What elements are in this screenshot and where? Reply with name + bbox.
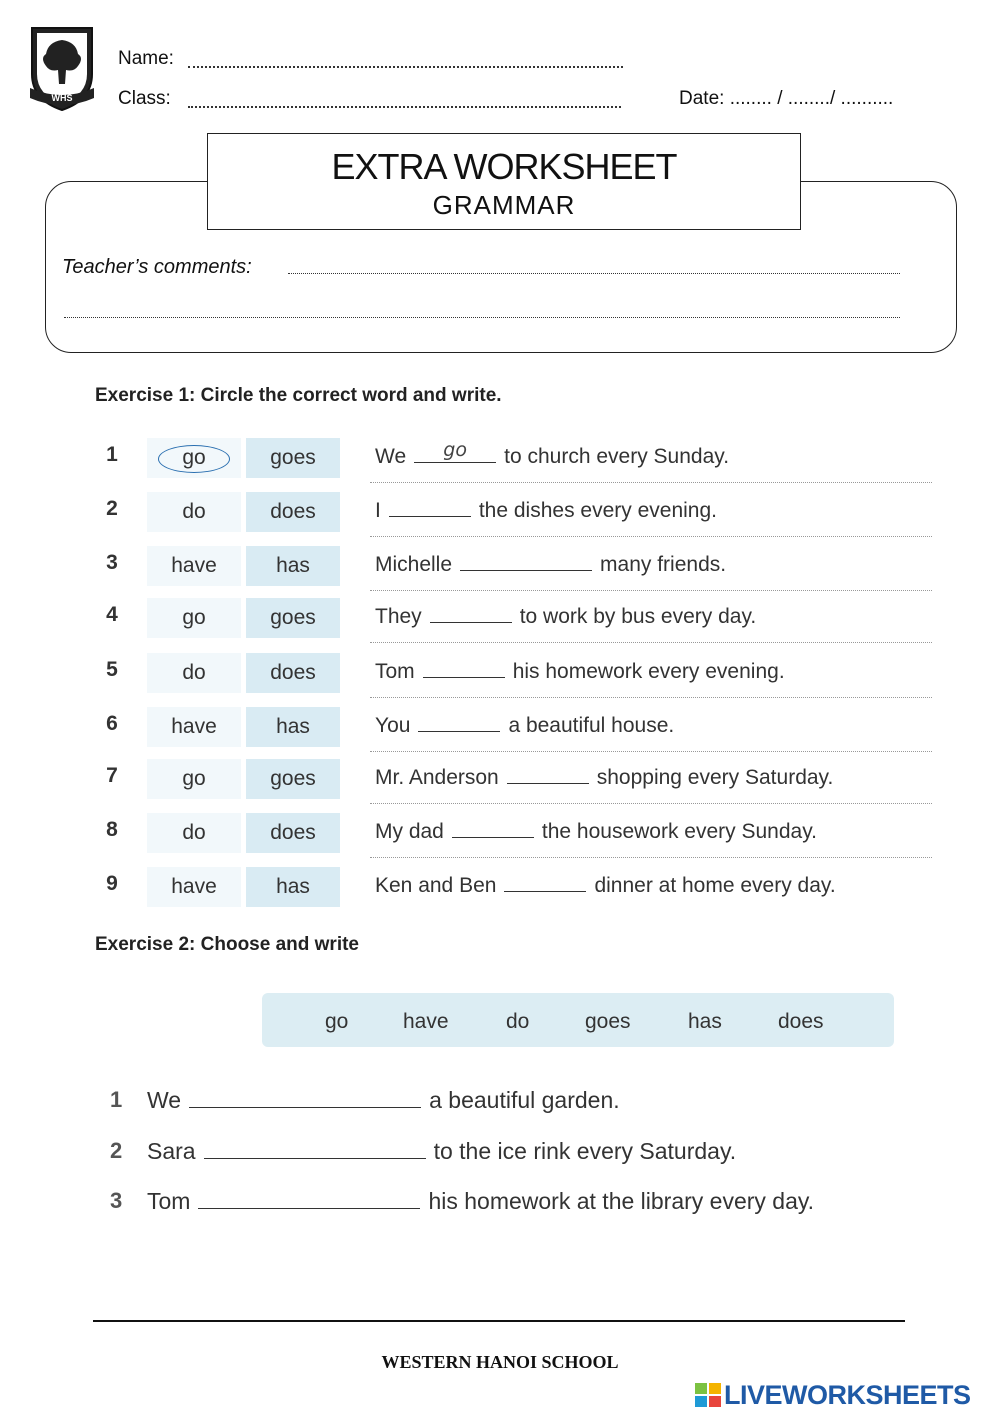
sentence-end: a beautiful house. — [508, 714, 675, 737]
liveworksheets-logo-icon — [694, 1381, 724, 1409]
option-a-choice[interactable]: go — [147, 438, 241, 478]
sentence-end: the dishes every evening. — [478, 499, 717, 522]
answer-blank[interactable] — [430, 604, 512, 623]
sentence-start: Sara — [147, 1138, 196, 1164]
exercise-1-sentence — [375, 439, 730, 469]
answer-blank[interactable] — [423, 659, 505, 678]
sentence-start: Tom — [375, 660, 415, 683]
word-bank-word: has — [688, 1010, 722, 1033]
sentence-start: Mr. Anderson — [375, 766, 499, 789]
option-b-choice[interactable]: has — [246, 546, 340, 586]
option-a-choice[interactable]: do — [147, 492, 241, 532]
sentence-end: dinner at home every day. — [594, 874, 836, 897]
sentence-start: Tom — [147, 1188, 191, 1214]
title-box — [207, 133, 801, 230]
option-a-choice[interactable]: have — [147, 867, 241, 907]
sentence-start: They — [375, 605, 422, 628]
row-separator — [370, 857, 932, 858]
option-b-choice[interactable]: has — [246, 867, 340, 907]
option-b-choice[interactable]: has — [246, 707, 340, 747]
exercise-1-item-number: 8 — [106, 818, 118, 841]
sentence-start: We — [147, 1087, 182, 1113]
date-field[interactable]: Date: ........ / ......../ .......... — [679, 88, 894, 109]
sentence-start: My dad — [375, 820, 444, 843]
row-separator — [370, 751, 932, 752]
exercise-1-item-number: 9 — [106, 872, 118, 895]
exercise-2-item-number: 2 — [110, 1138, 123, 1163]
name-label: Name: — [118, 48, 174, 69]
teacher-comments-line-2[interactable] — [64, 317, 900, 318]
exercise-1-item-number: 5 — [106, 658, 118, 681]
option-a-choice[interactable]: do — [147, 813, 241, 853]
row-separator — [370, 482, 932, 483]
liveworksheets-brand[interactable] — [694, 1380, 971, 1410]
teacher-comments-label: Teacher’s comments: — [62, 256, 252, 278]
exercise-1-sentence — [375, 765, 833, 790]
class-label: Class: — [118, 88, 171, 109]
class-field[interactable] — [188, 106, 621, 108]
footer-divider — [93, 1320, 905, 1322]
worksheet-subtitle: GRAMMAR — [432, 190, 576, 220]
answer-blank[interactable] — [418, 713, 500, 732]
option-a-choice[interactable]: go — [147, 598, 241, 638]
exercise-1-sentence — [375, 498, 717, 523]
exercise-2-sentence — [147, 1087, 620, 1114]
exercise-2-heading: Exercise 2: Choose and write — [95, 934, 359, 955]
exercise-1-sentence — [375, 873, 836, 898]
filled-answer: go — [443, 439, 467, 461]
option-a-choice[interactable]: have — [147, 546, 241, 586]
liveworksheets-wordmark: LIVEWORKSHEETS — [724, 1379, 971, 1410]
sentence-end: to work by bus every day. — [519, 605, 757, 628]
exercise-1-item-number: 7 — [106, 764, 118, 787]
answer-circle-mark — [158, 445, 230, 473]
exercise-2-sentence — [147, 1188, 814, 1215]
option-b-choice[interactable]: does — [246, 813, 340, 853]
school-crest-icon — [26, 22, 98, 114]
sentence-end: his homework at the library every day. — [428, 1188, 815, 1214]
exercise-1-sentence — [375, 659, 785, 684]
sentence-start: I — [375, 499, 381, 522]
crest-lettering: WHS — [51, 93, 73, 103]
option-a-choice[interactable]: have — [147, 707, 241, 747]
answer-blank[interactable] — [189, 1089, 421, 1108]
sentence-end: to church every Sunday. — [504, 445, 730, 468]
sentence-start: We — [375, 445, 407, 468]
word-bank-word: go — [325, 1010, 349, 1033]
sentence-end: his homework every evening. — [512, 660, 785, 683]
answer-blank[interactable] — [452, 819, 534, 838]
sentence-start: Ken and Ben — [375, 874, 497, 897]
row-separator — [370, 642, 932, 643]
row-separator — [370, 803, 932, 804]
option-b-choice[interactable]: does — [246, 492, 340, 532]
exercise-2-sentence — [147, 1138, 736, 1165]
option-b-choice[interactable]: goes — [246, 598, 340, 638]
word-bank-word: do — [506, 1010, 530, 1033]
option-b-choice[interactable]: does — [246, 653, 340, 693]
sentence-end: the housework every Sunday. — [541, 820, 817, 843]
exercise-1-item-number: 6 — [106, 712, 118, 735]
answer-blank[interactable] — [198, 1190, 420, 1209]
word-bank-word: have — [403, 1010, 449, 1033]
option-a-choice[interactable]: go — [147, 759, 241, 799]
row-separator — [370, 536, 932, 537]
answer-blank[interactable] — [389, 498, 471, 517]
answer-blank[interactable] — [504, 873, 586, 892]
exercise-1-item-number: 1 — [106, 443, 118, 466]
exercise-1-sentence — [375, 552, 726, 577]
option-b-choice[interactable]: goes — [246, 759, 340, 799]
exercise-1-item-number: 3 — [106, 551, 118, 574]
answer-blank[interactable] — [414, 439, 496, 463]
footer-school-name: WESTERN HANOI SCHOOL — [381, 1352, 619, 1372]
option-b-choice[interactable]: goes — [246, 438, 340, 478]
sentence-end: to the ice rink every Saturday. — [433, 1138, 737, 1164]
answer-blank[interactable] — [204, 1140, 426, 1159]
exercise-1-item-number: 2 — [106, 497, 118, 520]
word-bank-word: does — [778, 1010, 824, 1033]
row-separator — [370, 590, 932, 591]
exercise-1-sentence — [375, 819, 817, 844]
answer-blank[interactable] — [460, 552, 592, 571]
exercise-2-item-number: 3 — [110, 1188, 123, 1213]
row-separator — [370, 697, 932, 698]
word-bank-word: goes — [585, 1010, 631, 1033]
option-a-choice[interactable]: do — [147, 653, 241, 693]
sentence-end: many friends. — [600, 553, 727, 576]
exercise-1-sentence — [375, 604, 756, 629]
sentence-end: shopping every Saturday. — [596, 766, 834, 789]
exercise-1-heading: Exercise 1: Circle the correct word and write. — [95, 385, 502, 406]
teacher-comments-line-1[interactable] — [288, 273, 900, 274]
exercise-2-item-number: 1 — [110, 1087, 123, 1112]
exercise-1-sentence — [375, 713, 674, 738]
sentence-start: Michelle — [375, 553, 453, 576]
name-field[interactable] — [188, 66, 623, 68]
answer-blank[interactable] — [507, 765, 589, 784]
worksheet-title: EXTRA WORKSHEET — [331, 146, 677, 187]
sentence-start: You — [375, 714, 411, 737]
sentence-end: a beautiful garden. — [429, 1087, 620, 1113]
exercise-1-item-number: 4 — [106, 603, 118, 626]
